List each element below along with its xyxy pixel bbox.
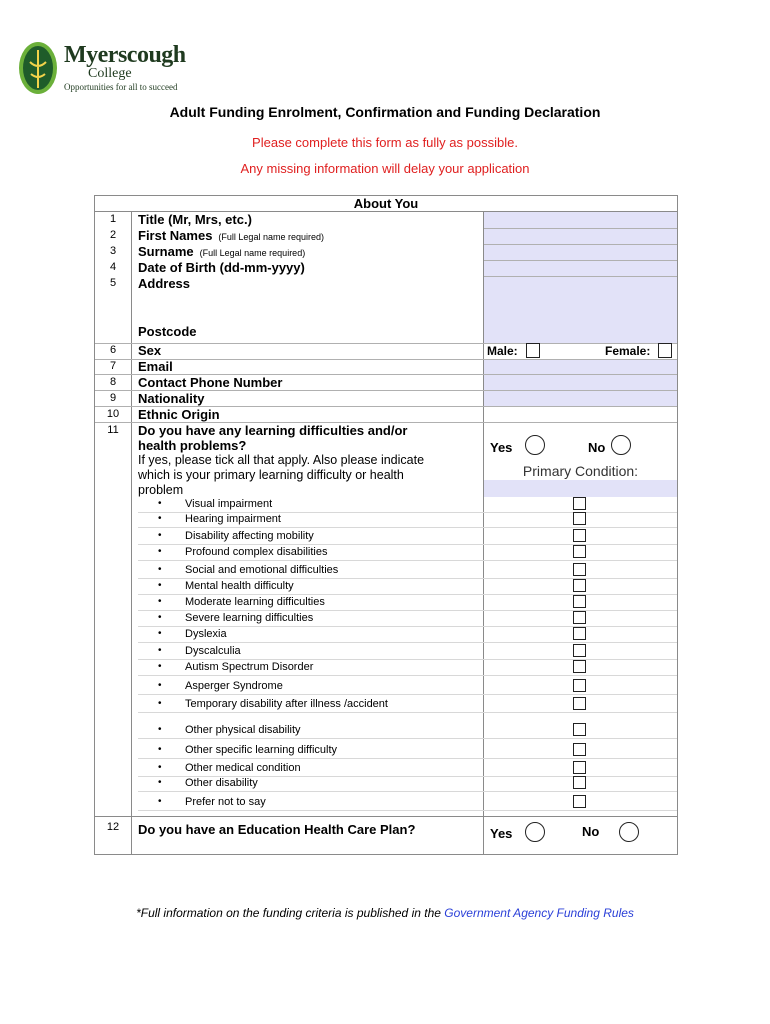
surname-label (138, 244, 305, 259)
condition-rule (138, 610, 677, 611)
primary-condition-input[interactable] (484, 480, 677, 497)
ld-hint-line2: which is your primary learning difficulty or health (138, 468, 404, 482)
condition-rule (138, 738, 677, 739)
condition-checkbox[interactable] (573, 627, 586, 640)
condition-bullet: • (158, 724, 162, 735)
condition-bullet: • (158, 680, 162, 691)
condition-bullet: • (158, 580, 162, 591)
condition-checkbox[interactable] (573, 563, 586, 576)
condition-rule (138, 675, 677, 676)
section-header: About You (353, 196, 419, 211)
condition-label: Other physical disability (185, 724, 301, 736)
ld-no-radio[interactable] (611, 435, 631, 455)
row-number: 1 (109, 213, 117, 225)
ehcp-no-radio[interactable] (619, 822, 639, 842)
row-number: 9 (109, 392, 117, 404)
title-label: Title (Mr, Mrs, etc.) (138, 212, 252, 227)
condition-label: Autism Spectrum Disorder (185, 661, 314, 673)
ld-hint-line3: problem (138, 483, 184, 497)
row-number: 3 (109, 245, 117, 257)
condition-label: Other disability (185, 777, 258, 789)
ld-hint-line1: If yes, please tick all that apply. Also please indicate (138, 453, 425, 467)
row-number: 11 (107, 424, 119, 436)
condition-checkbox[interactable] (573, 611, 586, 624)
condition-label: Severe learning difficulties (185, 612, 314, 624)
nationality-input[interactable] (484, 391, 677, 406)
surname-input[interactable] (484, 245, 677, 260)
condition-bullet: • (158, 661, 162, 672)
condition-bullet: • (158, 612, 162, 623)
dob-label: Date of Birth (dd-mm-yyyy) (138, 260, 305, 275)
condition-bullet: • (158, 596, 162, 607)
condition-rule (138, 626, 677, 627)
address-input[interactable] (484, 277, 677, 343)
condition-bullet: • (158, 744, 162, 755)
condition-checkbox[interactable] (573, 529, 586, 542)
condition-label: Other medical condition (185, 762, 301, 774)
row-number: 4 (109, 261, 117, 273)
about-you-table (94, 195, 678, 855)
condition-rule (138, 594, 677, 595)
condition-rule (138, 527, 677, 528)
first-names-text: First Names (138, 228, 213, 243)
condition-bullet: • (158, 513, 162, 524)
ehcp-no-label: No (582, 824, 600, 839)
condition-label: Profound complex disabilities (185, 546, 328, 558)
ld-question-line2: health problems? (138, 438, 247, 453)
condition-checkbox[interactable] (573, 660, 586, 673)
first-names-input[interactable] (484, 229, 677, 244)
title-input[interactable] (484, 212, 677, 228)
condition-label: Disability affecting mobility (185, 530, 314, 542)
ld-yes-label: Yes (490, 440, 513, 455)
ld-no-label: No (588, 440, 606, 455)
condition-rule (138, 642, 677, 643)
ehcp-yes-radio[interactable] (525, 822, 545, 842)
condition-rule (138, 659, 677, 660)
dob-input[interactable] (484, 261, 677, 276)
condition-label: Moderate learning difficulties (185, 596, 325, 608)
form-title: Adult Funding Enrolment, Confirmation and Funding Declaration (169, 104, 601, 120)
ld-question-line1: Do you have any learning difficulties and/or (138, 423, 408, 438)
notice-missing: Any missing information will delay your application (240, 161, 530, 176)
condition-label: Dyslexia (185, 628, 227, 640)
condition-checkbox[interactable] (573, 579, 586, 592)
first-names-label (138, 228, 324, 243)
condition-checkbox[interactable] (573, 776, 586, 789)
condition-label: Visual impairment (185, 498, 273, 510)
surname-note: (Full Legal name required) (199, 248, 306, 258)
ld-yes-radio[interactable] (525, 435, 545, 455)
male-label: Male: (487, 344, 518, 358)
row-number: 12 (106, 821, 120, 833)
condition-bullet: • (158, 498, 162, 509)
phone-label: Contact Phone Number (138, 375, 283, 390)
condition-label: Other specific learning difficulty (185, 744, 338, 756)
footer-text: *Full information on the funding criteria is published in the (136, 906, 445, 920)
condition-checkbox[interactable] (573, 644, 586, 657)
funding-rules-link[interactable]: Government Agency Funding Rules (444, 906, 634, 920)
condition-bullet: • (158, 564, 162, 575)
condition-checkbox[interactable] (573, 545, 586, 558)
first-names-note: (Full Legal name required) (218, 232, 324, 242)
condition-rule (138, 758, 677, 759)
email-input[interactable] (484, 360, 677, 374)
ehcp-yes-label: Yes (490, 826, 513, 841)
condition-rule (138, 544, 677, 545)
condition-label: Temporary disability after illness /accident (185, 698, 388, 710)
condition-bullet: • (158, 762, 162, 773)
ehcp-question: Do you have an Education Health Care Plan? (138, 822, 416, 837)
condition-rule (138, 578, 677, 579)
condition-checkbox[interactable] (573, 697, 586, 710)
condition-checkbox[interactable] (573, 761, 586, 774)
condition-checkbox[interactable] (573, 497, 586, 510)
condition-bullet: • (158, 777, 162, 788)
condition-label: Mental health difficulty (185, 580, 294, 592)
condition-bullet: • (158, 645, 162, 656)
condition-checkbox[interactable] (573, 723, 586, 736)
condition-bullet: • (158, 546, 162, 557)
condition-checkbox[interactable] (573, 512, 586, 525)
surname-text: Surname (138, 244, 194, 259)
college-logo (18, 40, 188, 98)
logo-crest-icon (18, 40, 62, 96)
condition-checkbox[interactable] (573, 743, 586, 756)
condition-bullet: • (158, 796, 162, 807)
row-number: 7 (109, 360, 117, 372)
condition-rule (138, 791, 677, 792)
condition-bullet: • (158, 698, 162, 709)
sex-label: Sex (138, 343, 162, 358)
male-checkbox[interactable] (526, 343, 540, 358)
row-number: 5 (109, 277, 117, 289)
address-label: Address (138, 276, 191, 291)
phone-input[interactable] (484, 375, 677, 390)
notice-complete: Please complete this form as fully as possible. (252, 135, 518, 150)
condition-rule (138, 712, 677, 713)
condition-bullet: • (158, 530, 162, 541)
condition-label: Prefer not to say (185, 796, 266, 808)
primary-condition-label: Primary Condition: (522, 463, 639, 479)
condition-bullet: • (158, 628, 162, 639)
nationality-label: Nationality (138, 391, 205, 406)
ethnic-origin-label: Ethnic Origin (138, 407, 220, 422)
email-label: Email (138, 359, 173, 374)
condition-checkbox[interactable] (573, 595, 586, 608)
female-checkbox[interactable] (658, 343, 672, 358)
condition-rule (138, 810, 677, 811)
condition-label: Dyscalculia (185, 645, 241, 657)
female-label: Female: (605, 344, 651, 358)
postcode-label: Postcode (138, 324, 197, 339)
logo-tagline: Opportunities for all to succeed (64, 82, 178, 92)
row-number: 10 (106, 408, 120, 420)
row-number: 6 (109, 344, 117, 356)
logo-name: Myerscough (64, 42, 186, 68)
condition-label: Hearing impairment (185, 513, 281, 525)
condition-rule (138, 694, 677, 695)
condition-label: Social and emotional difficulties (185, 564, 339, 576)
logo-subname: College (88, 66, 132, 81)
row-number: 8 (109, 376, 117, 388)
condition-checkbox[interactable] (573, 679, 586, 692)
row-number: 2 (109, 229, 117, 241)
condition-label: Asperger Syndrome (185, 680, 283, 692)
condition-checkbox[interactable] (573, 795, 586, 808)
footer-note (0, 906, 770, 920)
condition-rule (138, 560, 677, 561)
